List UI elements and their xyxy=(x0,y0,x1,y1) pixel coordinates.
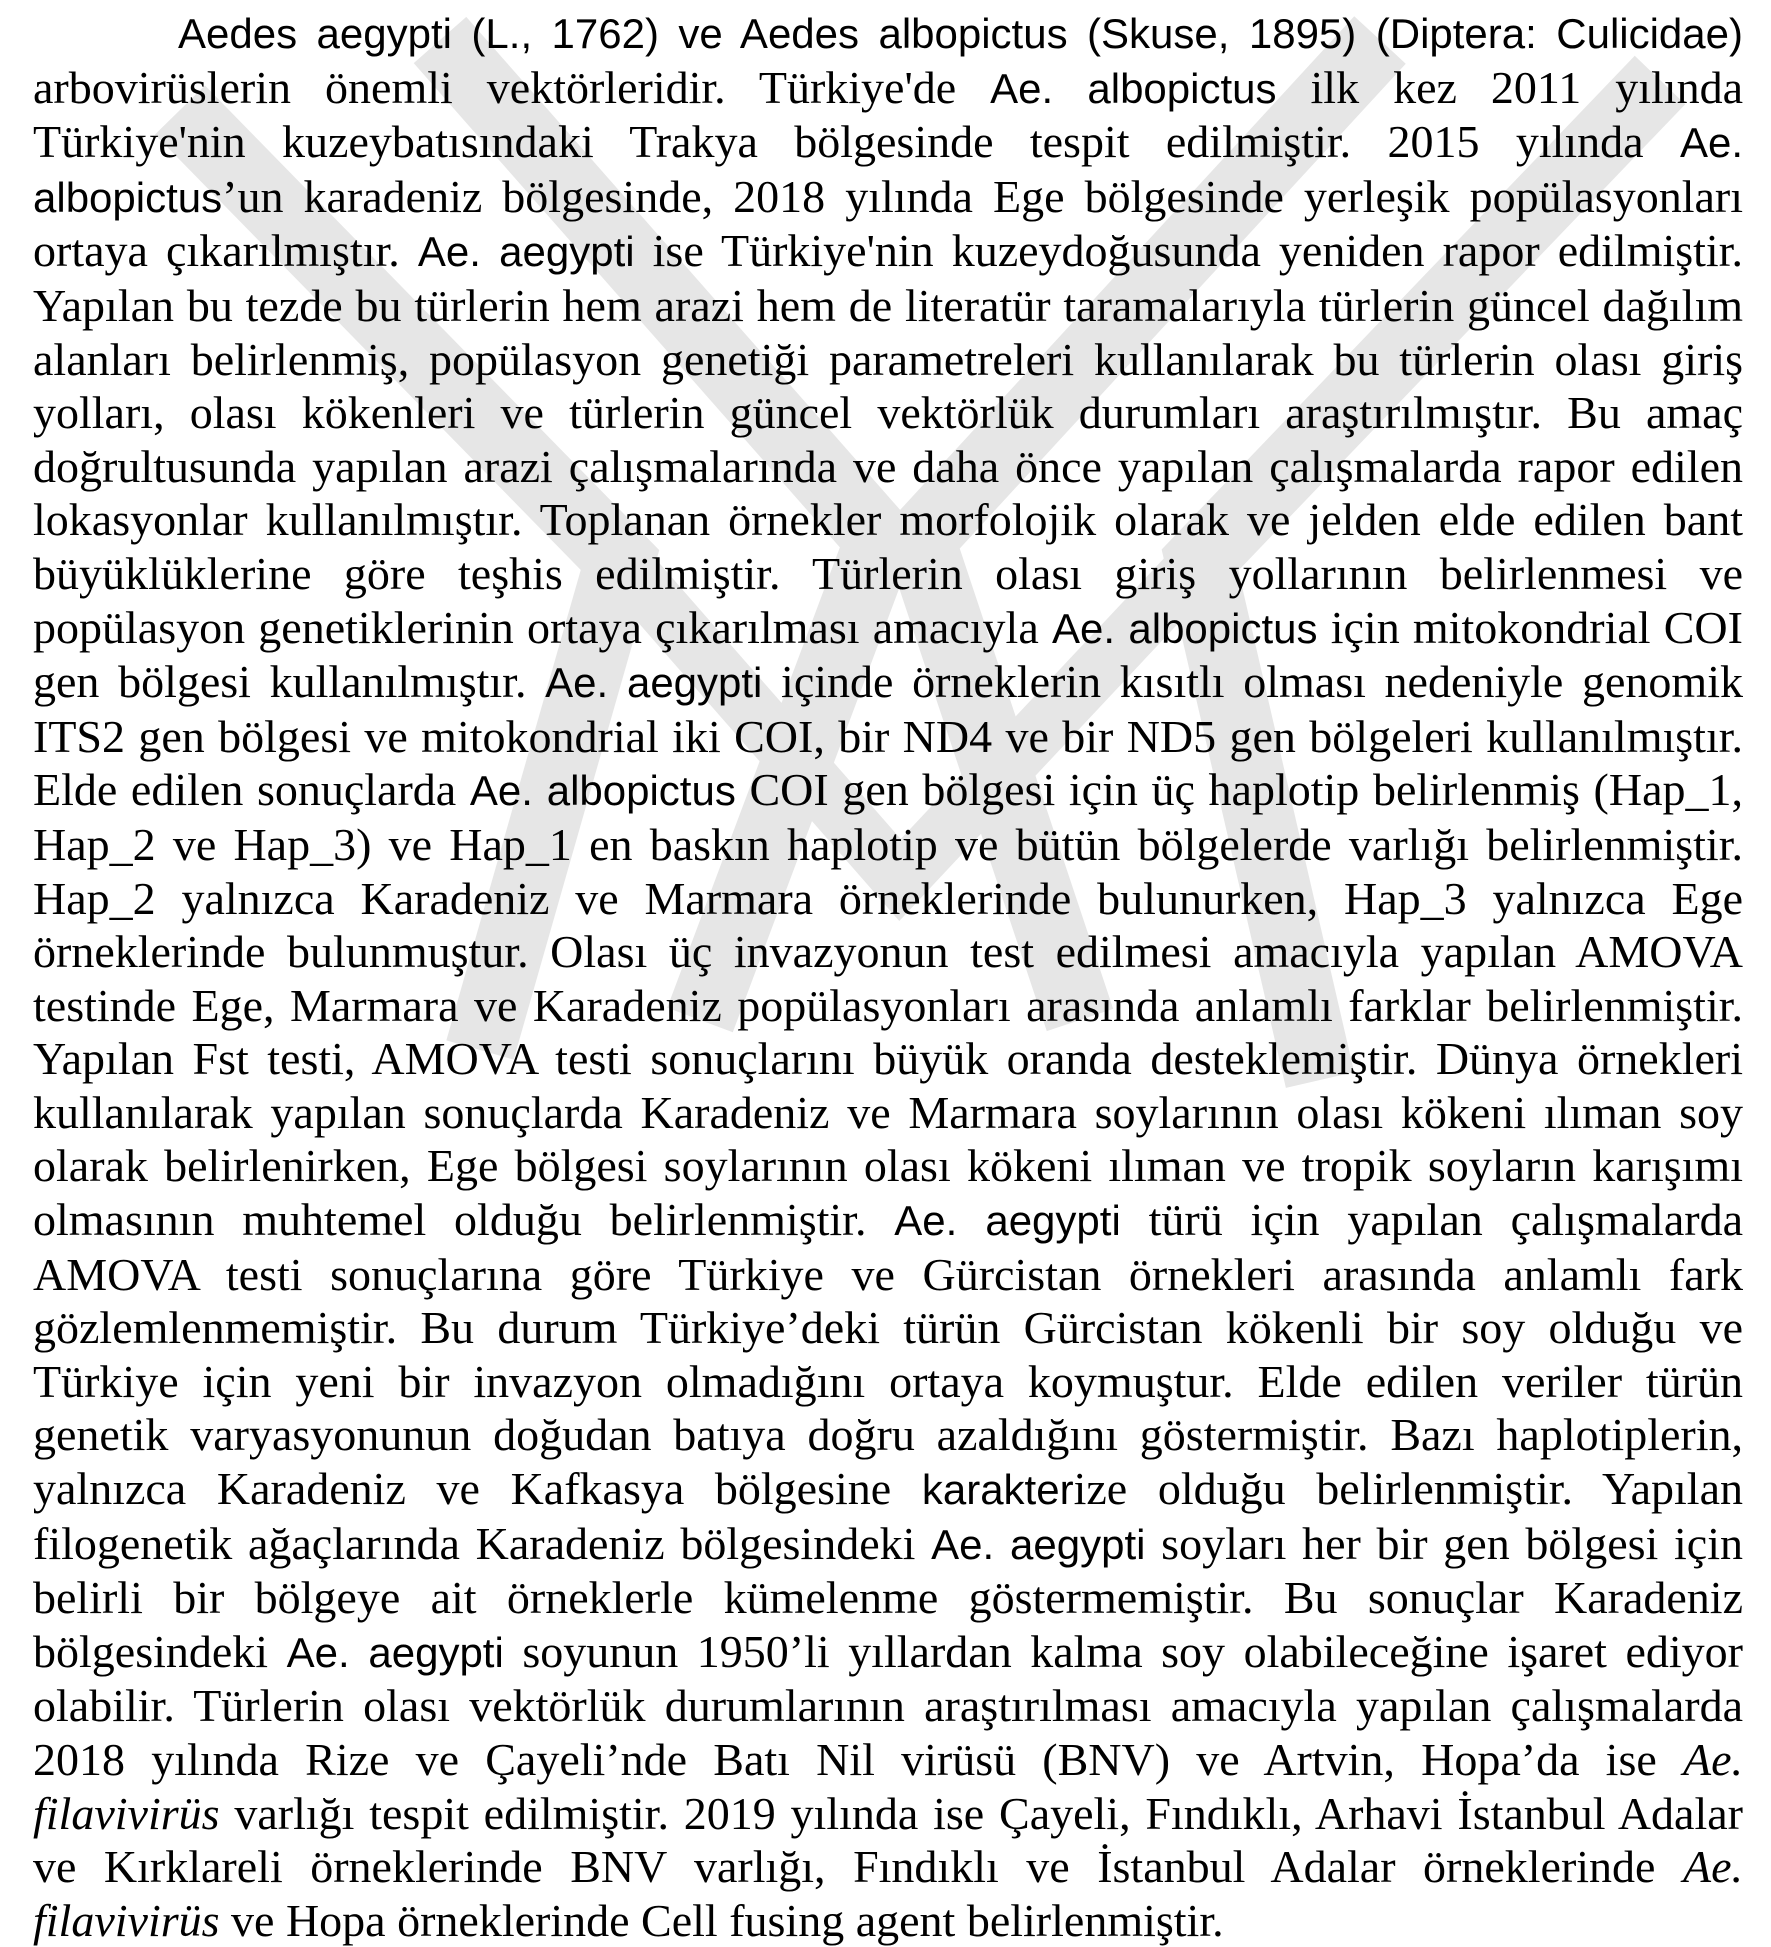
abstract-text-segment: soyları her bir gen bölgesi için belirli bir bölgeye ait örneklerle kümelenme göstermemiştir. Bu sonuçlar Karadeniz bölgesindeki xyxy=(33,1517,1743,1677)
species-name: Ae. aegypti xyxy=(931,1520,1146,1568)
abstract-text-segment: içinde örneklerin kısıtlı olması nedeniyle genomik ITS2 gen bölgesi ve mitokondrial iki COI, bir ND4 ve bir ND5 gen bölgeleri kullanılmıştır. Elde edilen sonuçlarda xyxy=(33,656,1743,816)
species-name: Ae. aegypti xyxy=(417,228,635,276)
abstract-text-segment: ve Hopa örneklerinde Cell fusing agent belirlenmiştir. xyxy=(219,1894,1224,1946)
abstract-text-segment: varlığı tespit edilmiştir. 2019 yılında ise Çayeli, Fındıklı, Arhavi İstanbul Adalar ve Kırklareli örneklerinde BNV varlığı, Fındıklı ve İstanbul Adalar örneklerinde xyxy=(33,1787,1743,1893)
species-name: Ae. albopictus xyxy=(469,767,736,815)
abstract-text-segment: arbovirüslerin önemli vektörleridir. Türkiye'de xyxy=(33,61,991,113)
italic-term: Ae. filavivirüs xyxy=(33,1841,1743,1946)
abstract-paragraph xyxy=(33,6,1743,1947)
italic-term: Ae. filavivirüs xyxy=(33,1734,1743,1839)
species-name: Ae. aegypti xyxy=(545,659,763,707)
species-name: Ae. aegypti xyxy=(894,1197,1121,1245)
abstract-text-segment: COI gen bölgesi için üç haplotip belirlenmiş (Hap_1, Hap_2 ve Hap_3) ve Hap_1 en baskın haplotip ve bütün bölgelerde varlığı belirlenmiştir. Hap_2 yalnızca Karadeniz ve Marmara örneklerinde bulunurken, Hap_3 yalnızca Ege örneklerinde bulunmuştur. Olası üç invazyonun test edilmesi amacıyla yapılan AMOVA testinde Ege, Marmara ve Karadeniz popülasyonları arasında anlamlı farklar belirlenmiştir. Yapılan Fst testi, AMOVA testi sonuçlarını büyük oranda desteklemiştir. Dünya örnekleri kullanılarak yapılan sonuçlarda Karadeniz ve Marmara soylarının olası kökeni ılıman soy olarak belirlenirken, Ege bölgesi soylarının olası kökeni ılıman ve tropik soyların karışımı olmasının muhtemel olduğu belirlenmiştir. xyxy=(33,764,1743,1246)
species-name: Ae. albopictus xyxy=(1051,604,1318,652)
abstract-text-segment: ize olduğu belirlenmiştir. Yapılan filogenetik ağaçlarında Karadeniz bölgesindeki xyxy=(33,1463,1743,1569)
species-name: Ae. aegypti xyxy=(286,1628,504,1676)
abstract-text-segment: türü için yapılan çalışmalarda AMOVA testi sonuçlarına göre Türkiye ve Gürcistan örnekleri arasında anlamlı fark gözlemlenmemiştir. Bu durum Türkiye’deki türün Gürcistan kökenli bir soy olduğu ve Türkiye için yeni bir invazyon olmadığını ortaya koymuştur. Elde edilen veriler türün genetik varyasyonunun doğudan batıya doğru azaldığını göstermiştir. Bazı haplotiplerin, yalnızca Karadeniz ve Kafkasya bölgesine xyxy=(33,1194,1743,1515)
abstract-text-segment: için mitokondrial COI gen bölgesi kullanılmıştır. xyxy=(33,601,1743,708)
abstract-text-segment: ’un karadeniz bölgesinde, 2018 yılında Ege bölgesinde yerleşik popülasyonları ortaya çıkarılmıştır. xyxy=(33,170,1743,277)
species-name: Ae. albopictus xyxy=(990,64,1277,112)
abstract-text-segment: ise Türkiye'nin kuzeydoğusunda yeniden rapor edilmiştir. Yapılan bu tezde bu türlerin hem arazi hem de literatür taramalarıyla türlerin güncel dağılım alanları belirlenmiş, popülasyon genetiği parametreleri kullanılarak bu türlerin olası giriş yolları, olası kökenleri ve türlerin güncel vektörlük durumları araştırılmıştır. Bu amaç doğrultusunda yapılan arazi çalışmalarında ve daha önce yapılan çalışmalarda rapor edilen lokasyonlar kullanılmıştır. Toplanan örnekler morfolojik olarak ve jelden elde edilen bant büyüklüklerine göre teşhis edilmiştir. Türlerin olası giriş yollarının belirlenmesi ve popülasyon genetiklerinin ortaya çıkarılması amacıyla xyxy=(33,225,1743,653)
species-name: karakter xyxy=(921,1466,1074,1514)
thesis-abstract-page xyxy=(33,6,1743,1947)
species-name: Aedes aegypti (L., 1762) ve Aedes albopictus (Skuse, 1895) (Diptera: Culicidae) xyxy=(178,10,1743,57)
abstract-text-segment: ilk kez 2011 yılında Türkiye'nin kuzeybatısındaki Trakya bölgesinde tespit edilmiştir. 2015 yılında xyxy=(33,61,1743,168)
abstract-text-segment: soyunun 1950’li yıllardan kalma soy olabileceğine işaret ediyor olabilir. Türlerin olası vektörlük durumlarının araştırılması amacıyla yapılan çalışmalarda 2018 yılında Rize ve Çayeli’nde Batı Nil virüsü (BNV) ve Artvin, Hopa’da ise xyxy=(33,1625,1744,1785)
species-name: Ae. albopictus xyxy=(33,119,1743,221)
